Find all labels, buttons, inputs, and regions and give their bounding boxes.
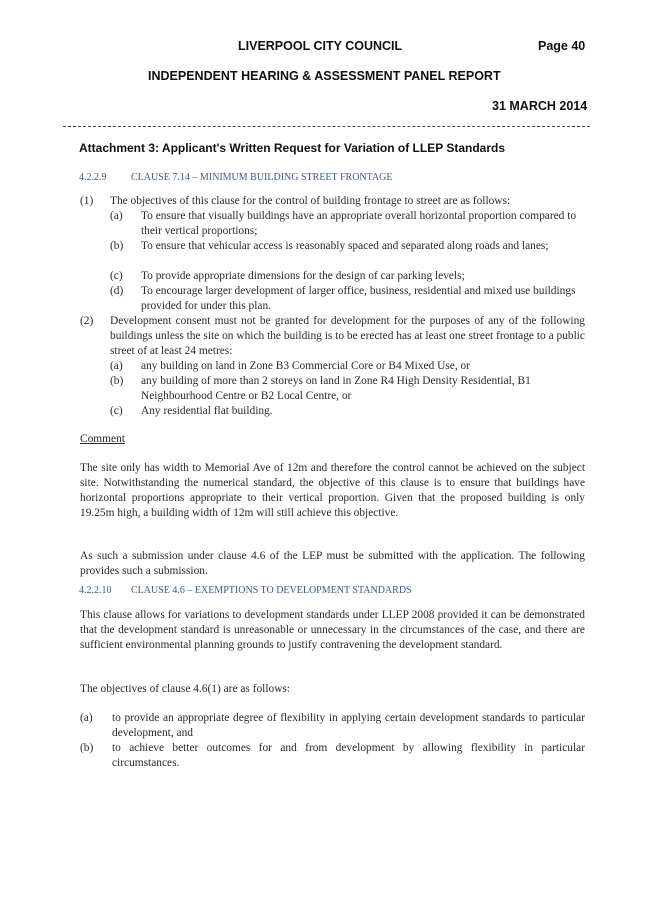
body-paragraph: The objectives of clause 4.6(1) are as follows: xyxy=(80,683,291,695)
page-number: Page 40 xyxy=(538,39,586,53)
item-label: (b) xyxy=(110,240,124,252)
subclause-text: The objectives of this clause for the control of building frontage to street are as follows: xyxy=(110,195,511,207)
item-label: (d) xyxy=(110,285,124,297)
section-heading-clause-4-6 xyxy=(79,585,412,596)
comment-paragraph: The site only has width to Memorial Ave of 12m and therefore the control cannot be achieved on the subject site. Notwithstanding the numerical standard, the objective of this clause is to ensure that buildings have horizontal proportions appropriate to their vertical proportion. Given that the proposed building is only 19.25m high, a building width of 12m will still achieve this objective. xyxy=(80,462,585,519)
item-label: (b) xyxy=(110,375,124,387)
attachment-title: Attachment 3: Applicant's Written Request for Variation of LLEP Standards xyxy=(79,141,506,155)
item-label: (c) xyxy=(110,405,123,417)
report-title: INDEPENDENT HEARING & ASSESSMENT PANEL REPORT xyxy=(148,69,501,83)
subclause-label: (2) xyxy=(80,315,94,327)
item-text: To ensure that visually buildings have an appropriate overall horizontal proportion compared to their vertical proportions; xyxy=(141,210,577,237)
header-divider xyxy=(63,126,590,127)
section-number: 4.2.2.10 xyxy=(79,585,112,596)
item-label: (a) xyxy=(80,712,93,724)
section-number: 4.2.2.9 xyxy=(79,172,107,183)
item-text: Any residential flat building. xyxy=(141,405,273,417)
item-label: (a) xyxy=(110,210,123,222)
item-label: (a) xyxy=(110,360,123,372)
item-text: to achieve better outcomes for and from development by allowing flexibility in particular circumstances. xyxy=(112,742,585,769)
item-text: To provide appropriate dimensions for the design of car parking levels; xyxy=(141,270,465,282)
section-title: CLAUSE 4.6 – EXEMPTIONS TO DEVELOPMENT STANDARDS xyxy=(131,585,412,596)
body-paragraph: This clause allows for variations to development standards under LLEP 2008 provided it can be demonstrated that the development standard is unreasonable or unnecessary in the circumstances of the case, and there are sufficient environmental planning grounds to justify contravening the development standard. xyxy=(80,609,585,651)
council-name: LIVERPOOL CITY COUNCIL xyxy=(238,39,403,53)
subclause-label: (1) xyxy=(80,195,94,207)
report-date: 31 MARCH 2014 xyxy=(492,99,588,113)
section-title: CLAUSE 7.14 – MINIMUM BUILDING STREET FRONTAGE xyxy=(131,172,393,183)
item-label: (b) xyxy=(80,742,94,754)
comment-paragraph: As such a submission under clause 4.6 of the LEP must be submitted with the application. The following provides such a submission. xyxy=(80,550,585,577)
comment-heading: Comment xyxy=(80,433,125,445)
item-text: To ensure that vehicular access is reasonably spaced and separated along roads and lanes; xyxy=(141,240,549,252)
item-text: To encourage larger development of larger office, business, residential and mixed use buildings provided for under this plan. xyxy=(141,285,576,312)
item-label: (c) xyxy=(110,270,123,282)
section-heading-clause-7-14 xyxy=(79,172,393,183)
item-text: to provide an appropriate degree of flexibility in applying certain development standards to particular development, and xyxy=(112,712,585,739)
item-text: any building of more than 2 storeys on land in Zone R4 High Density Residential, B1 Neighbourhood Centre or B2 Local Centre, or xyxy=(141,375,531,402)
subclause-text: Development consent must not be granted for development for the purposes of any of the following buildings unless the site on which the building is to be erected has at least one street frontage to a public street of at least 24 metres: xyxy=(110,315,585,357)
item-text: any building on land in Zone B3 Commercial Core or B4 Mixed Use, or xyxy=(141,360,471,372)
